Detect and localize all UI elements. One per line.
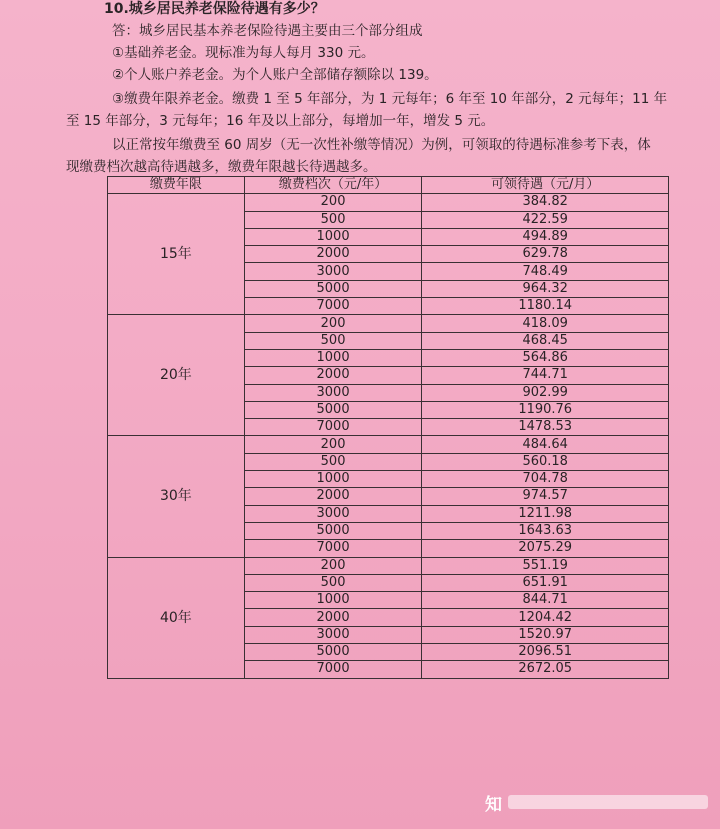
years-cell: 40年: [108, 557, 245, 678]
tier-cell: 500: [244, 574, 422, 591]
tier-cell: 500: [244, 211, 422, 228]
benefit-cell: 1520.97: [422, 626, 669, 643]
basic-pension-item: ①基础养老金。现标准为每人每月 330 元。: [112, 45, 375, 61]
table-row: [108, 557, 669, 574]
table-row: [108, 436, 669, 453]
tier-cell: 200: [244, 436, 422, 453]
tier-cell: 7000: [244, 419, 422, 436]
tier-cell: 2000: [244, 609, 422, 626]
benefit-cell: 1478.53: [422, 419, 669, 436]
benefit-cell: 494.89: [422, 228, 669, 245]
tier-cell: 1000: [244, 471, 422, 488]
benefit-cell: 748.49: [422, 263, 669, 280]
benefit-cell: 422.59: [422, 211, 669, 228]
tier-cell: 7000: [244, 540, 422, 557]
table-row: [108, 194, 669, 211]
benefit-cell: 1180.14: [422, 298, 669, 315]
watermark-blur: [508, 795, 708, 809]
benefit-cell: 484.64: [422, 436, 669, 453]
table-row: [108, 315, 669, 332]
benefit-cell: 2075.29: [422, 540, 669, 557]
benefit-cell: 902.99: [422, 384, 669, 401]
personal-account-item: ②个人账户养老金。为个人账户全部储存额除以 139。: [112, 67, 438, 83]
tier-cell: 3000: [244, 626, 422, 643]
benefit-cell: 384.82: [422, 194, 669, 211]
years-cell: 30年: [108, 436, 245, 557]
tier-cell: 500: [244, 453, 422, 470]
header-tier: 缴费档次（元/年）: [244, 177, 422, 194]
benefit-table: [107, 176, 669, 679]
benefit-cell: 2096.51: [422, 644, 669, 661]
benefit-cell: 1190.76: [422, 401, 669, 418]
benefit-cell: 704.78: [422, 471, 669, 488]
watermark-logo: 知: [485, 795, 502, 815]
table-header-row: [108, 177, 669, 194]
tier-cell: 7000: [244, 298, 422, 315]
tier-cell: 200: [244, 315, 422, 332]
benefit-cell: 629.78: [422, 246, 669, 263]
benefit-cell: 560.18: [422, 453, 669, 470]
years-cell: 15年: [108, 194, 245, 315]
answer-paragraph: 答：城乡居民基本养老保险待遇主要由三个部分组成: [112, 23, 423, 39]
benefit-cell: 651.91: [422, 574, 669, 591]
tier-cell: 200: [244, 194, 422, 211]
tier-cell: 5000: [244, 644, 422, 661]
benefit-cell: 744.71: [422, 367, 669, 384]
benefit-cell: 551.19: [422, 557, 669, 574]
tier-cell: 1000: [244, 592, 422, 609]
example-paragraph: 以正常按年缴费至 60 周岁（无一次性补缴等情况）为例，可领取的待遇标准参考下表，体: [112, 137, 651, 153]
tier-cell: 7000: [244, 661, 422, 678]
tier-cell: 2000: [244, 367, 422, 384]
tier-cell: 200: [244, 557, 422, 574]
contribution-years-item: ③缴费年限养老金。缴费 1 至 5 年部分，为 1 元每年；6 年至 10 年部分，2 元每年；11 年: [112, 91, 668, 107]
tier-cell: 500: [244, 332, 422, 349]
tier-cell: 3000: [244, 263, 422, 280]
benefit-cell: 418.09: [422, 315, 669, 332]
tier-cell: 1000: [244, 349, 422, 366]
tier-cell: 3000: [244, 384, 422, 401]
contribution-years-item-cont: 至 15 年部分，3 元每年；16 年及以上部分，每增加一年，增发 5 元。: [66, 113, 495, 129]
tier-cell: 5000: [244, 522, 422, 539]
example-paragraph-cont: 现缴费档次越高待遇越多，缴费年限越长待遇越多。: [66, 159, 377, 175]
section-heading: 10.城乡居民养老保险待遇有多少？: [104, 1, 325, 17]
years-cell: 20年: [108, 315, 245, 436]
benefit-cell: 2672.05: [422, 661, 669, 678]
header-years: 缴费年限: [108, 177, 245, 194]
tier-cell: 2000: [244, 488, 422, 505]
benefit-cell: 468.45: [422, 332, 669, 349]
tier-cell: 3000: [244, 505, 422, 522]
benefit-cell: 1204.42: [422, 609, 669, 626]
benefit-cell: 1643.63: [422, 522, 669, 539]
benefit-cell: 564.86: [422, 349, 669, 366]
header-benefit: 可领待遇（元/月）: [422, 177, 669, 194]
tier-cell: 5000: [244, 280, 422, 297]
benefit-cell: 1211.98: [422, 505, 669, 522]
benefit-cell: 844.71: [422, 592, 669, 609]
benefit-cell: 964.32: [422, 280, 669, 297]
tier-cell: 2000: [244, 246, 422, 263]
tier-cell: 5000: [244, 401, 422, 418]
tier-cell: 1000: [244, 228, 422, 245]
benefit-cell: 974.57: [422, 488, 669, 505]
